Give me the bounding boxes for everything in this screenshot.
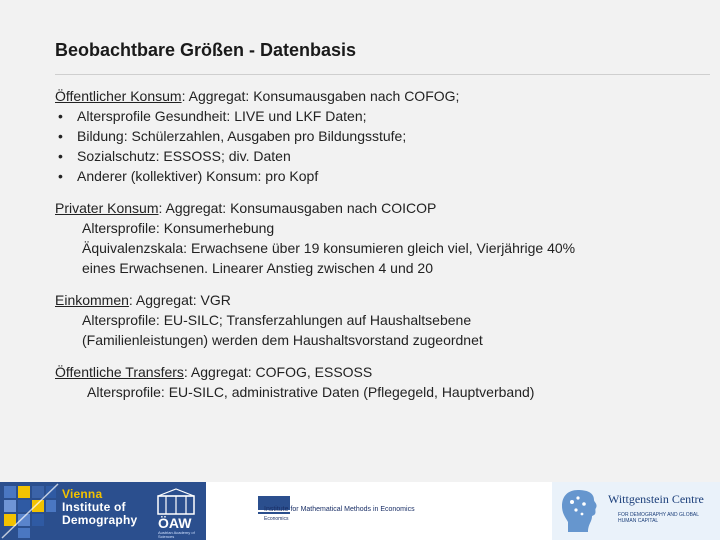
- section-privater-konsum: [55, 198, 695, 278]
- section-heading: [55, 290, 695, 310]
- list-item: [55, 146, 695, 166]
- wittgenstein-title: Wittgenstein Centre: [608, 492, 704, 506]
- list-item-text: Altersprofile Gesundheit: LIVE und LKF Daten;: [77, 108, 367, 124]
- oaw-building-icon: [156, 488, 196, 516]
- vid-line1: Vienna: [62, 487, 103, 501]
- vid-logo: [0, 482, 148, 540]
- imm-small: Economics: [264, 516, 289, 522]
- bullet-icon: •: [58, 108, 63, 124]
- heading-rest: : Aggregat: Konsumausgaben nach COICOP: [158, 200, 437, 216]
- section-oeffentliche-transfers: [55, 362, 695, 402]
- heading-rest: : Aggregat: VGR: [128, 292, 231, 308]
- oaw-logo: [148, 482, 206, 540]
- section-heading: [55, 198, 695, 218]
- oaw-sub: Austrian Academy of Sciences: [158, 530, 195, 539]
- slide-content: [55, 86, 695, 414]
- detail-line: Altersprofile: EU-SILC, administrative Daten (Pflegegeld, Hauptverband): [87, 384, 535, 400]
- imm-name: Institute for Mathematical Methods in Economics: [264, 506, 415, 513]
- vid-line2: Institute of: [62, 500, 126, 514]
- heading-rest: : Aggregat: Konsumausgaben nach COFOG;: [181, 88, 460, 104]
- head-profile-icon: [558, 488, 602, 534]
- list-item-text: Sozialschutz: ESSOSS; div. Daten: [77, 148, 291, 164]
- detail-line: eines Erwachsenen. Linearer Anstieg zwischen 4 und 20: [82, 260, 433, 276]
- bullet-list: [55, 106, 695, 186]
- vid-wordmark: [62, 488, 137, 527]
- heading-term: Öffentliche Transfers: [55, 364, 184, 380]
- detail-line: (Familienleistungen) werden dem Haushaltsvorstand zugeordnet: [82, 332, 483, 348]
- heading-term: Öffentlicher Konsum: [55, 88, 182, 104]
- wittgenstein-sub: FOR DEMOGRAPHY AND GLOBAL HUMAN CAPITAL: [618, 512, 699, 524]
- bullet-icon: •: [58, 148, 63, 164]
- heading-term: Privater Konsum: [55, 200, 159, 216]
- list-item-text: Anderer (kollektiver) Konsum: pro Kopf: [77, 168, 319, 184]
- list-item: [55, 106, 695, 126]
- vid-line3: Demography: [62, 513, 138, 527]
- list-item: [55, 166, 695, 186]
- imm-logo: [206, 482, 552, 540]
- heading-rest: : Aggregat: COFOG, ESSOSS: [183, 364, 373, 380]
- detail-line: Äquivalenzskala: Erwachsene über 19 konsumieren gleich viel, Vierjährige 40%: [82, 240, 576, 256]
- bullet-icon: •: [58, 168, 63, 184]
- vid-mosaic-icon: [0, 482, 60, 540]
- section-oeffentlicher-konsum: [55, 86, 695, 186]
- list-item: [55, 126, 695, 146]
- section-heading: [55, 362, 695, 382]
- slide-title: Beobachtbare Größen - Datenbasis: [55, 40, 357, 60]
- detail-line: Altersprofile: Konsumerhebung: [82, 220, 275, 236]
- title-divider: [55, 74, 710, 75]
- wittgenstein-logo: [552, 482, 720, 540]
- section-einkommen: [55, 290, 695, 350]
- detail-line: Altersprofile: EU-SILC; Transferzahlungen auf Haushaltsebene: [82, 312, 472, 328]
- section-heading: [55, 86, 695, 106]
- heading-term: Einkommen: [55, 292, 129, 308]
- list-item-text: Bildung: Schülerzahlen, Ausgaben pro Bildungsstufe;: [77, 128, 407, 144]
- bullet-icon: •: [58, 128, 63, 144]
- oaw-label: ÖAW: [158, 515, 192, 531]
